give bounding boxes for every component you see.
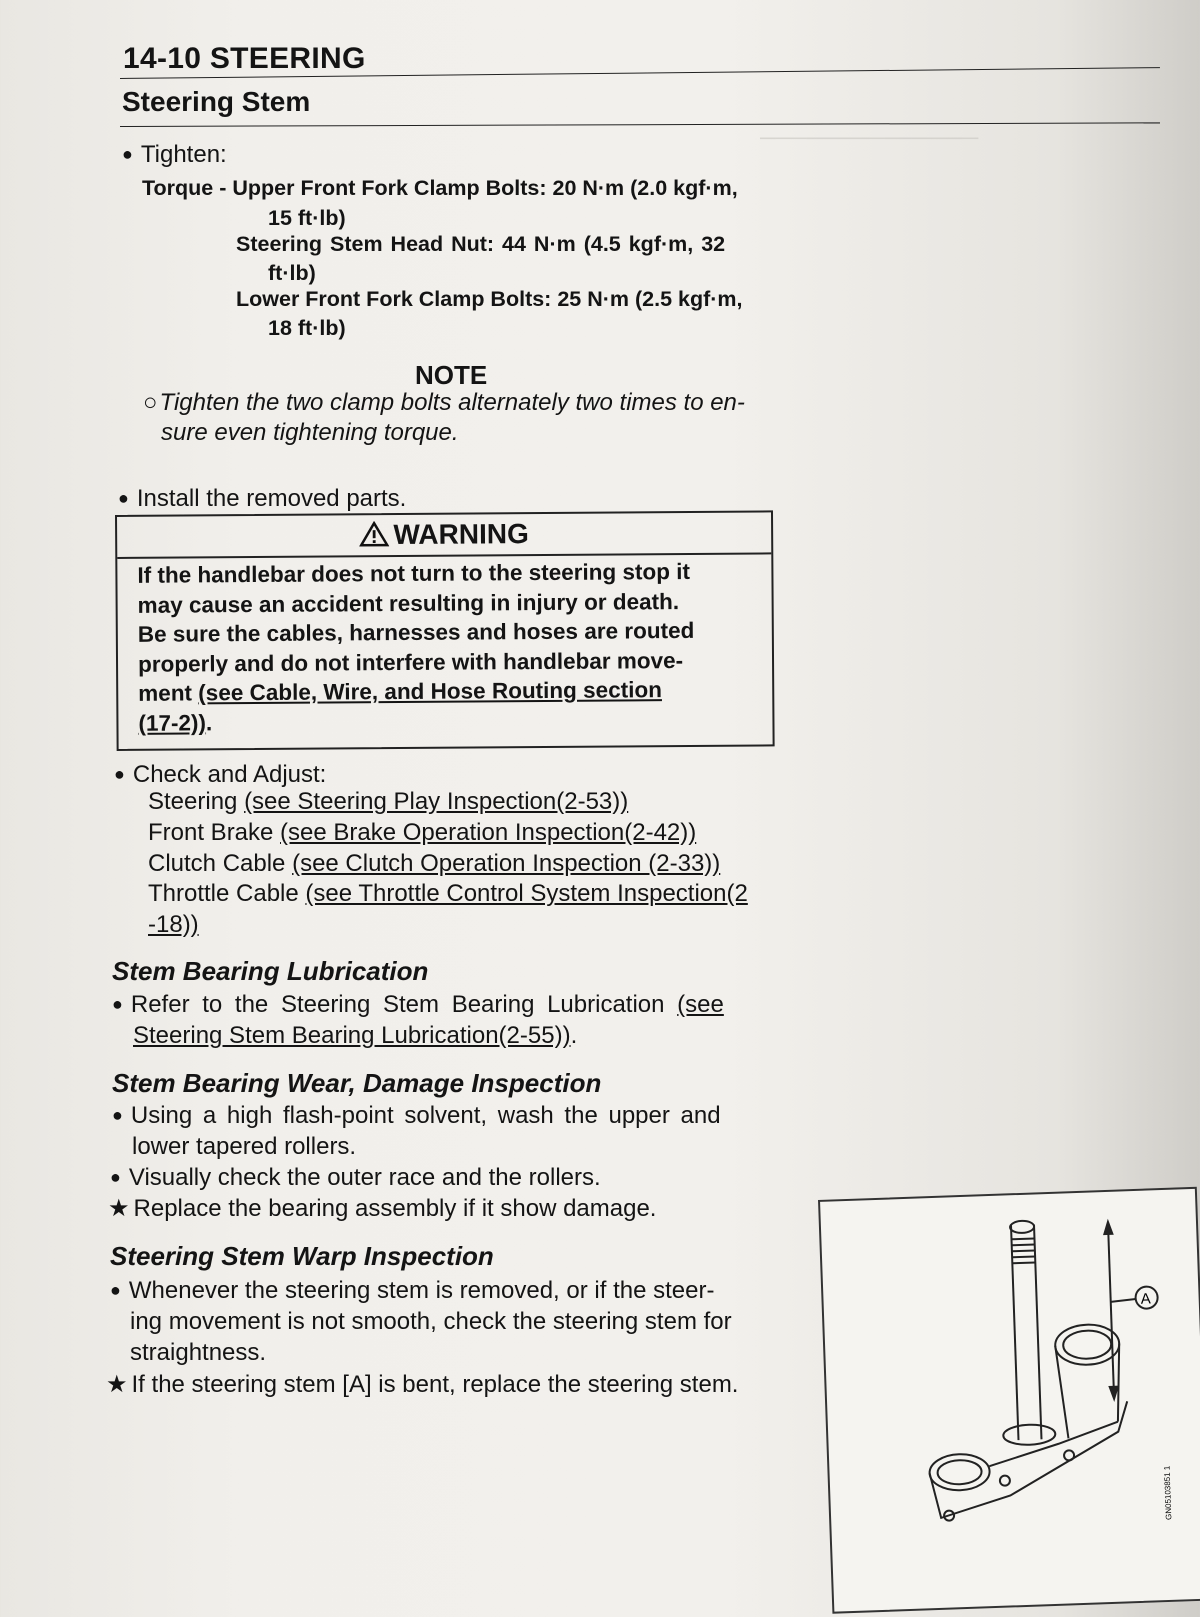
check-item <box>148 786 628 818</box>
note-heading: NOTE <box>415 360 488 390</box>
check-item-wrap <box>148 909 199 941</box>
clutch-operation-link[interactable]: (see Clutch Operation Inspection (2-33)) <box>292 850 721 877</box>
section-rule <box>120 122 1160 127</box>
check-item <box>148 817 696 849</box>
warp-text: Whenever the steering stem is removed, or if the steer- <box>128 1277 715 1304</box>
wear-bullet <box>110 1163 601 1194</box>
lubrication-link[interactable]: (see <box>677 991 724 1018</box>
lubrication-bullet <box>112 990 724 1021</box>
warning-heading: WARNING <box>393 518 529 551</box>
wear-text: Visually check the outer race and the rollers. <box>128 1164 601 1191</box>
callout-a-label: A <box>1140 1290 1151 1308</box>
warp-result <box>106 1370 738 1400</box>
check-item-name: Clutch Cable <box>148 850 293 877</box>
warning-line: If the handlebar does not turn to the steering stop it <box>137 558 691 588</box>
warp-heading: Steering Stem Warp Inspection <box>110 1241 494 1271</box>
note-line: sure even tightening torque. <box>161 419 459 446</box>
warning-line: Be sure the cables, harnesses and hoses are routed <box>137 617 695 647</box>
wear-text: Using a high flash-point solvent, wash the upper and <box>130 1102 721 1129</box>
check-item-name: Throttle Cable <box>148 880 306 907</box>
wear-result <box>108 1194 656 1224</box>
torque-line: 18 ft·lb) <box>268 316 346 340</box>
section-title: Steering Stem <box>122 86 311 117</box>
torque-line: Lower Front Fork Clamp Bolts: 25 N·m (2.5 kgf·m, <box>236 287 743 311</box>
throttle-control-link[interactable]: (see Throttle Control System Inspection(2 <box>305 880 748 907</box>
brake-operation-link[interactable]: (see Brake Operation Inspection(2-42)) <box>280 819 697 846</box>
tighten-label: Tighten: <box>140 141 227 168</box>
warp-line: straightness. <box>130 1339 267 1366</box>
torque-line: Torque - Upper Front Fork Clamp Bolts: 20 N·m (2.0 kgf·m, <box>142 176 738 200</box>
lubrication-link[interactable]: Steering Stem Bearing Lubrication(2-55)) <box>133 1022 571 1049</box>
check-item <box>148 848 720 880</box>
lubrication-heading: Stem Bearing Lubrication <box>112 956 429 986</box>
check-label: Check and Adjust: <box>132 761 327 788</box>
install-text: Install the removed parts. <box>136 485 407 512</box>
lubrication-text: Refer to the Steering Stem Bearing Lubrication <box>130 991 678 1018</box>
warning-line: may cause an accident resulting in injury or death. <box>137 588 680 618</box>
torque-line: ft·lb) <box>268 261 316 285</box>
steering-play-link[interactable]: (see Steering Play Inspection(2-53)) <box>244 788 629 815</box>
warning-header <box>117 512 771 559</box>
warning-line: ment <box>138 680 199 706</box>
note-line: Tighten the two clamp bolts alternately two times to en- <box>159 389 745 416</box>
warp-text: If the steering stem [A] is bent, replace the steering stem. <box>131 1371 739 1398</box>
warning-line-end: . <box>205 709 213 735</box>
warning-body <box>117 554 772 740</box>
warning-triangle-icon <box>359 521 389 547</box>
check-item-name: Front Brake <box>148 819 281 846</box>
warp-bullet <box>110 1276 714 1307</box>
torque-line: Steering Stem Head Nut: 44 N·m (4.5 kgf·m, 32 <box>236 232 726 256</box>
lubrication-line <box>133 1021 577 1051</box>
steering-stem-figure <box>818 1187 1200 1614</box>
wear-bullet <box>112 1101 721 1132</box>
torque-line: 15 ft·lb) <box>268 206 346 230</box>
wear-text: Replace the bearing assembly if it show damage. <box>133 1195 657 1222</box>
check-item-name: Steering <box>148 788 245 815</box>
note-text: ○Tighten the two clamp bolts alternately two times to en- sure even tightening torque. <box>143 389 745 446</box>
page-header-title: 14-10 STEERING <box>123 42 366 75</box>
steering-stem-illustration <box>820 1189 1200 1612</box>
install-bullet <box>118 484 406 515</box>
wear-heading: Stem Bearing Wear, Damage Inspection <box>112 1068 602 1098</box>
warp-line: ing movement is not smooth, check the steering stem for <box>130 1308 732 1335</box>
routing-section-link[interactable]: (see Cable, Wire, and Hose Routing section <box>198 677 662 706</box>
figure-code: GN05103851 1 <box>1162 1465 1174 1521</box>
lubrication-end: . <box>570 1022 578 1049</box>
routing-section-link[interactable]: (17-2)) <box>138 709 207 736</box>
check-item <box>148 878 748 910</box>
throttle-control-link[interactable]: -18)) <box>148 911 199 938</box>
tighten-bullet <box>122 140 227 171</box>
bleed-through-text: ────────────── <box>760 125 979 150</box>
wear-line: lower tapered rollers. <box>132 1133 357 1160</box>
warning-box <box>115 510 775 751</box>
warning-line: properly and do not interfere with handlebar move- <box>137 647 684 677</box>
